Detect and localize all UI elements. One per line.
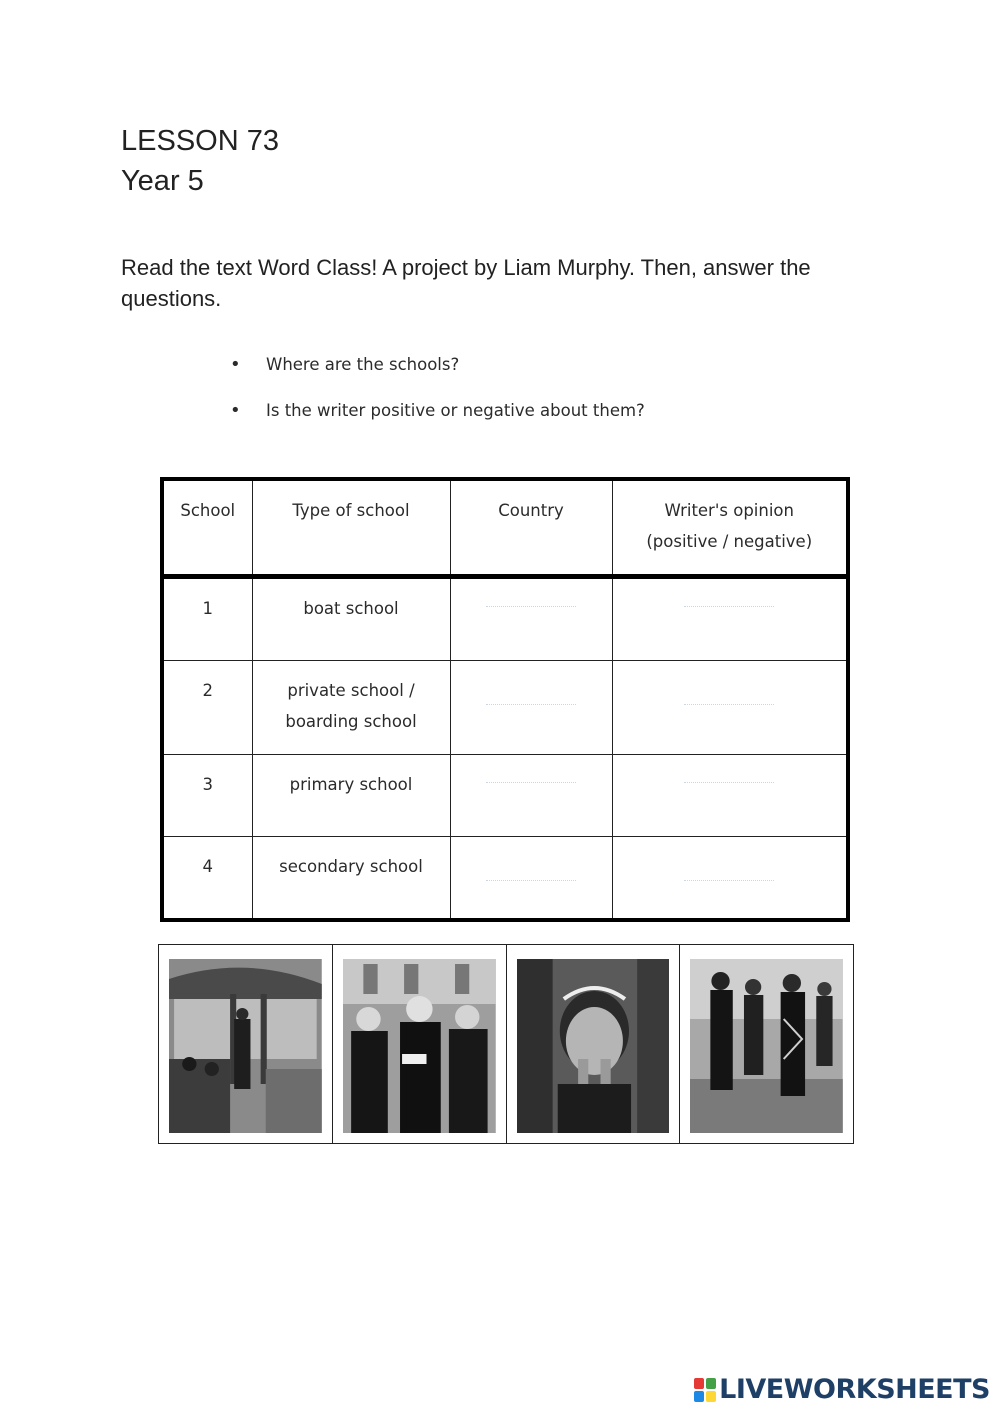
opinion-answer-field[interactable] (612, 577, 848, 661)
row-type: boat school (252, 577, 450, 661)
answer-blank[interactable] (486, 781, 576, 783)
answer-blank[interactable] (684, 781, 774, 783)
answer-blank[interactable] (684, 605, 774, 607)
row-type-line2: boarding school (285, 712, 417, 731)
photo-strip (158, 944, 854, 1144)
country-answer-field[interactable] (450, 577, 612, 661)
row-number: 2 (162, 661, 252, 755)
brand-name: LIVEWORKSHEETS (719, 1374, 990, 1405)
question-item: • Is the writer positive or negative about them? (230, 398, 645, 444)
secondary-school-photo (690, 959, 843, 1133)
boat-school-photo (169, 959, 322, 1133)
year-label: Year 5 (121, 165, 204, 197)
table-header-row (162, 479, 848, 577)
row-number: 4 (162, 837, 252, 921)
opinion-answer-field[interactable] (612, 755, 848, 837)
table-row (162, 837, 848, 921)
row-type: primary school (252, 755, 450, 837)
photo-secondary-school (680, 945, 853, 1143)
liveworksheets-logo (694, 1374, 990, 1405)
country-answer-field[interactable] (450, 837, 612, 921)
opinion-answer-field[interactable] (612, 837, 848, 921)
schools-table (160, 477, 850, 922)
answer-blank[interactable] (486, 703, 576, 705)
instructions: Read the text Word Class! A project by Liam Murphy. Then, answer the questions. (121, 255, 811, 311)
table-row (162, 661, 848, 755)
photo-boat-school (159, 945, 333, 1143)
row-number: 3 (162, 755, 252, 837)
opinion-answer-field[interactable] (612, 661, 848, 755)
row-type (252, 661, 450, 755)
photo-boarding-school (333, 945, 507, 1143)
header-country: Country (450, 479, 612, 577)
answer-blank[interactable] (684, 879, 774, 881)
country-answer-field[interactable] (450, 661, 612, 755)
answer-blank[interactable] (684, 703, 774, 705)
table-row (162, 577, 848, 661)
question-item: • Where are the schools? (230, 352, 645, 398)
question-list (230, 352, 645, 444)
lesson-title: LESSON 73 (121, 125, 279, 157)
header-school: School (162, 479, 252, 577)
photo-primary-school (507, 945, 681, 1143)
row-type-line1: private school / (287, 681, 415, 700)
table-row (162, 755, 848, 837)
answer-blank[interactable] (486, 879, 576, 881)
header-opinion (612, 479, 848, 577)
country-answer-field[interactable] (450, 755, 612, 837)
answer-blank[interactable] (486, 605, 576, 607)
primary-school-photo (517, 959, 670, 1133)
liveworksheets-mark-icon (694, 1378, 716, 1402)
boarding-school-photo (343, 959, 496, 1133)
header-type: Type of school (252, 479, 450, 577)
header-opinion-line1: Writer's opinion (664, 501, 794, 520)
header-opinion-line2: (positive / negative) (646, 532, 813, 551)
row-number: 1 (162, 577, 252, 661)
row-type: secondary school (252, 837, 450, 921)
